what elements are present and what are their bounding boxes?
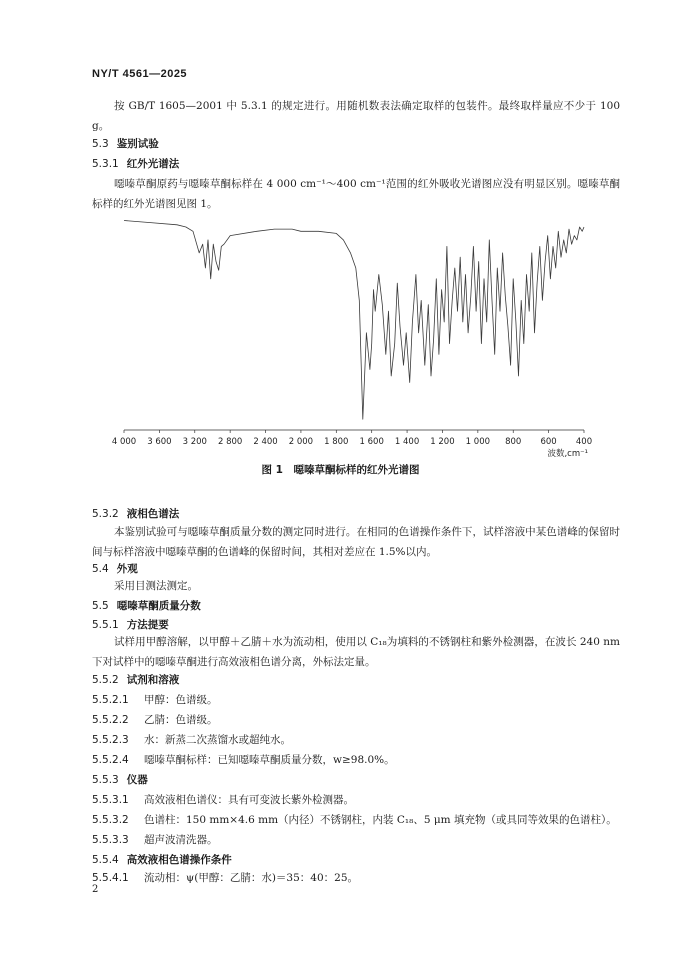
x-tick-label: 400 xyxy=(575,437,593,447)
item-text: 水：新蒸二次蒸馏水或超纯水。 xyxy=(144,734,291,746)
item-text: 乙腈：色谱级。 xyxy=(144,714,218,726)
section-title: 噁嗪草酮质量分数 xyxy=(116,600,201,612)
instrument-item xyxy=(92,812,617,827)
item-number: 5.5.2.4 xyxy=(92,754,129,766)
x-tick-label: 2 400 xyxy=(253,437,278,447)
x-tick-label: 3 200 xyxy=(182,437,207,447)
instrument-item xyxy=(92,792,354,807)
item-text: 噁嗪草酮标样：已知噁嗪草酮质量分数，w≥98.0%。 xyxy=(144,754,395,766)
appearance-paragraph: 采用目测法测定。 xyxy=(114,580,198,592)
section-5-5-heading xyxy=(92,598,201,613)
item-number: 5.5.3.3 xyxy=(92,834,129,846)
section-number: 5.3.1 xyxy=(92,158,119,170)
x-tick-label: 1 400 xyxy=(394,437,420,447)
section-number: 5.5 xyxy=(92,600,109,612)
x-tick-label: 1 600 xyxy=(359,437,384,447)
ir-spectrum-chart xyxy=(100,206,600,466)
reagent-item xyxy=(92,732,291,747)
item-number: 5.5.2.2 xyxy=(92,714,129,726)
instrument-item xyxy=(92,832,218,847)
item-text: 超声波清洗器。 xyxy=(144,834,218,846)
item-text: 高效液相色谱仪：具有可变波长紫外检测器。 xyxy=(144,794,354,806)
hplc-identification-paragraph: 本鉴别试验可与噁嗪草酮质量分数的测定同时进行。在相同的色谱操作条件下，试样溶液中某色谱峰的保留时间与标样溶液中噁嗪草酮的色谱峰的保留时间，其相对差应在 1.5%以内。 xyxy=(92,526,620,558)
section-number: 5.5.4 xyxy=(92,854,119,866)
section-5-5-3-heading xyxy=(92,772,148,787)
section-title: 外观 xyxy=(116,563,138,575)
x-tick-label: 2 000 xyxy=(288,437,314,447)
section-title: 液相色谱法 xyxy=(126,508,180,520)
item-number: 5.5.3.1 xyxy=(92,794,129,806)
item-text: 色谱柱：150 mm×4.6 mm（内径）不锈钢柱，内装 C₁₈、5 μm 填充物（或具同等效果的色谱柱）。 xyxy=(144,814,617,826)
reagent-item xyxy=(92,712,218,727)
sampling-paragraph: 按 GB/T 1605—2001 中 5.3.1 的规定进行。用随机数表法确定取样的包装件。最终取样量应不少于 100 g。 xyxy=(92,100,620,132)
item-number: 5.5.4.1 xyxy=(92,872,129,884)
section-5-3-2-heading xyxy=(92,506,179,521)
x-tick-label: 1 800 xyxy=(324,437,349,447)
item-number: 5.5.3.2 xyxy=(92,814,129,826)
section-title: 方法提要 xyxy=(126,619,169,631)
item-number: 5.5.2.1 xyxy=(92,694,129,706)
section-5-4-heading xyxy=(92,561,138,576)
item-text: 甲醇：色谱级。 xyxy=(144,694,218,706)
reagent-item xyxy=(92,752,395,767)
section-number: 5.5.1 xyxy=(92,619,119,631)
section-number: 5.3.2 xyxy=(92,508,119,520)
x-tick-label: 2 800 xyxy=(217,437,243,447)
x-tick-label: 1 200 xyxy=(430,437,455,447)
section-number: 5.5.2 xyxy=(92,674,119,686)
x-tick-label: 3 600 xyxy=(147,437,172,447)
x-tick-label: 600 xyxy=(540,437,557,447)
method-summary-paragraph: 试样用甲醇溶解，以甲醇＋乙腈＋水为流动相，使用以 C₁₈为填料的不锈钢柱和紫外检测器，在波长 240 nm 下对试样中的噁嗪草酮进行高效液相色谱分离，外标法定量。 xyxy=(92,636,620,668)
item-text: 流动相：ψ(甲醇：乙腈：水)＝35：40：25。 xyxy=(144,872,359,884)
x-tick-label: 800 xyxy=(505,437,522,447)
x-axis-label: 波数,cm⁻¹ xyxy=(547,449,588,459)
section-5-5-1-heading xyxy=(92,617,169,632)
page-number: 2 xyxy=(92,884,99,895)
section-title: 高效液相色谱操作条件 xyxy=(126,854,232,866)
section-title: 试剂和溶液 xyxy=(126,674,180,686)
x-tick-label: 4 000 xyxy=(111,437,137,447)
section-5-5-2-heading xyxy=(92,672,179,687)
section-5-5-4-heading xyxy=(92,852,232,867)
ir-method-paragraph: 噁嗪草酮原药与噁嗪草酮标样在 4 000 cm⁻¹～400 cm⁻¹范围的红外吸收光谱图应没有明显区别。噁嗪草酮标样的红外光谱图见图 1。 xyxy=(92,178,620,210)
section-number: 5.5.3 xyxy=(92,774,119,786)
reagent-item xyxy=(92,692,218,707)
section-number: 5.4 xyxy=(92,563,109,575)
section-title: 仪器 xyxy=(126,774,148,786)
section-number: 5.3 xyxy=(92,138,109,150)
section-title: 鉴别试验 xyxy=(116,138,159,150)
spectrum-line xyxy=(124,221,584,420)
section-title: 红外光谱法 xyxy=(126,158,180,170)
item-number: 5.5.2.3 xyxy=(92,734,129,746)
hplc-condition-item xyxy=(92,870,358,885)
x-tick-label: 1 000 xyxy=(465,437,491,447)
section-5-3-1-heading xyxy=(92,156,179,171)
section-5-3-heading xyxy=(92,136,159,151)
figure-caption: 图 1 噁嗪草酮标样的红外光谱图 xyxy=(261,464,420,476)
standard-code: NY/T 4561—2025 xyxy=(92,68,188,80)
